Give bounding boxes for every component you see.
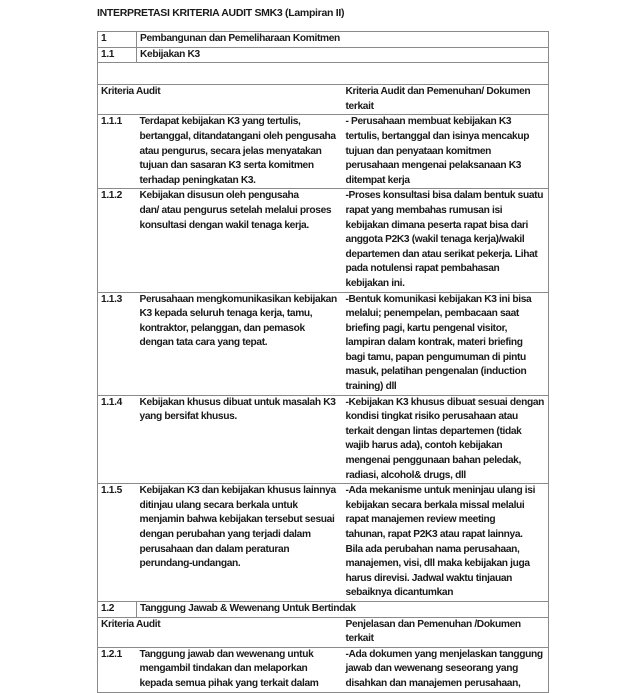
evidence-text [343,189,549,292]
evidence-line: -Proses konsultasi bisa dalam bentuk suatu [345,190,544,202]
criteria-text [137,484,343,602]
evidence-line: -Kebijakan K3 khusus dibuat sesuai dengan [345,396,545,408]
column-header-evidence [343,85,549,115]
criteria-line: yang bersifat khusus. [139,411,237,423]
evidence-line: manajemen, visi, dll maka kebijakan juga [345,558,530,570]
table-row-section [98,32,549,48]
table-row-section [98,601,549,617]
column-header-criteria: Kriteria Audit [98,85,343,115]
column-header-criteria: Kriteria Audit [98,617,343,647]
evidence-line: - Perusahaan membuat kebijakan K3 [345,116,512,128]
evidence-text [343,115,549,189]
evidence-line: radiasi, alcohol& drugs, dll [345,469,466,481]
evidence-line: kebijakan ini. [345,277,405,289]
table-row-item [98,292,549,395]
criteria-text [137,115,343,189]
section-number: 1.1 [98,47,137,63]
evidence-line: tahunan, rapat P2K3 atau rapat lainnya. [345,529,523,540]
criteria-line: konsultasi dengan wakil tenaga kerja. [139,219,309,231]
item-number: 1.1.1 [98,115,137,189]
evidence-line: lampiran dalam kontrak, materi briefing [345,337,523,349]
criteria-line: mengambil tindakan dan melaporkan [139,663,308,675]
evidence-line: briefing pagi, kartu pengenal visitor, [345,322,508,334]
evidence-line: mengenai penggunaan bahan peledak, [345,455,521,467]
criteria-line: Kebijakan K3 dan kebijakan khusus lainnya [139,485,336,497]
evidence-line: rapat manajemen review meeting [345,514,496,526]
criteria-line: atau pengurus, secara jelas menyatakan [139,145,322,157]
evidence-line: rapat yang membahas rumusan isi [345,204,503,216]
evidence-text [343,292,549,395]
evidence-line: -Ada mekanisme untuk meninjau ulang isi [345,485,536,497]
criteria-line: dengan tata cara yang tepat. [139,337,268,349]
evidence-line: bagi tamu, papan pengumuman di pintu [345,351,526,363]
evidence-line: tujuan dan penyataan komitmen [345,145,492,157]
item-number: 1.1.3 [98,292,137,395]
table-row-header [98,85,549,115]
criteria-line: menjamin bahwa kebijakan tersebut sesuai [139,514,335,526]
item-number: 1.1.4 [98,395,137,484]
criteria-text [137,292,343,395]
evidence-line: -Ada dokumen yang menjelaskan tanggung [345,648,543,660]
evidence-line: ditempat kerja [345,174,410,186]
evidence-line: harus direvisi. Jadwal waktu tinjauan [345,572,513,584]
evidence-line: melalui; penempelan, pembacaan saat [345,308,519,320]
evidence-line: kebijakan dimana peserta rapat bisa dari [345,219,528,231]
evidence-line: sebaiknya dicantumkan [345,587,454,599]
criteria-line: tujuan dan sasaran K3 serta komitmen [139,160,314,172]
empty-cell [98,63,549,85]
evidence-line: kebijakan secara berkala missal melalui [345,499,525,511]
criteria-line: ditinjau ulang secara berkala untuk [139,499,298,511]
evidence-line: wajib harus ada), contoh kebijakan [345,440,503,452]
criteria-text [137,647,343,692]
item-number: 1.2.1 [98,647,137,692]
evidence-line: -Bentuk komunikasi kebijakan K3 ini bisa [345,293,532,305]
evidence-text [343,484,549,602]
header-line: terkait [345,633,374,645]
evidence-text [343,647,549,692]
section-title: Tanggung Jawab & Wewenang Untuk Bertindak [137,601,549,617]
section-number: 1.2 [98,601,137,617]
section-title: Kebijakan K3 [137,47,549,63]
criteria-line: Kebijakan disusun oleh pengusaha [139,190,299,202]
table-row-item [98,647,549,692]
table-row-section [98,47,549,63]
criteria-line: Perusahaan mengkomunikasikan kebijakan [139,293,337,305]
criteria-text [137,189,343,292]
criteria-line: perusahaan dan dalam peraturan [139,543,290,555]
criteria-line: Terdapat kebijakan K3 yang tertulis, [139,116,301,128]
header-line: Kriteria Audit dan Pemenuhan/ Dokumen [345,86,531,98]
evidence-line: terkait dengan lintas departemen (tidak [345,425,522,437]
audit-criteria-table [97,31,549,693]
criteria-line: K3 kepada seluruh tenaga kerja, tamu, [139,308,313,320]
evidence-line: perusahaan mengenai pelaksanaan K3 [345,160,522,172]
evidence-line: pada notulensi rapat pembahasan [345,263,500,275]
table-row-empty [98,63,549,85]
evidence-line: Bila ada perubahan nama perusahaan, [345,543,520,555]
item-number: 1.1.5 [98,484,137,602]
criteria-line: bertanggal, ditandatangani oleh pengusaha [139,130,336,142]
criteria-text [137,395,343,484]
evidence-line: tertulis, bertanggal dan isinya mencakup [345,130,530,142]
evidence-line: departemen dan atau serikat pekerja. Lihat [345,248,538,260]
criteria-line: dan/ atau pengurus setelah melalui proses [139,204,332,216]
criteria-line: kontraktor, pelanggan, dan pemasok [139,322,305,334]
evidence-line: masuk, pelatihan pengenalan (induction [345,366,527,378]
criteria-line: Tanggung jawab dan wewenang untuk [139,648,314,660]
criteria-line: kepada semua pihak yang terkait dalam [139,677,319,689]
section-title: Pembangunan dan Pemeliharaan Komitmen [137,32,549,48]
evidence-line: training) dll [345,381,397,393]
table-row-item [98,115,549,189]
table-row-item [98,189,549,292]
criteria-line: terhadap peningkatan K3. [139,174,256,186]
criteria-line: dengan perubahan yang terjadi dalam [139,529,311,540]
header-line: terkait [345,100,374,112]
section-number: 1 [98,32,137,48]
evidence-text [343,395,549,484]
criteria-line: Kebijakan khusus dibuat untuk masalah K3 [139,396,336,408]
criteria-line: perundang-undangan. [139,558,241,570]
column-header-evidence [343,617,549,647]
table-row-item [98,395,549,484]
table-row-header [98,617,549,647]
header-line: Penjelasan dan Pemenuhan /Dokumen [345,618,521,630]
evidence-line: kondisi tingkat risiko perusahaan atau [345,411,518,423]
evidence-line: anggota P2K3 (wakil tenaga kerja)/wakil [345,234,525,246]
evidence-line: disahkan dan manajemen perusahaan, [345,677,521,689]
document-title: INTERPRETASI KRITERIA AUDIT SMK3 (Lampiran II) [97,7,345,19]
table-row-item [98,484,549,602]
evidence-line: jawab dan wewenang seseorang yang [345,663,518,675]
item-number: 1.1.2 [98,189,137,292]
